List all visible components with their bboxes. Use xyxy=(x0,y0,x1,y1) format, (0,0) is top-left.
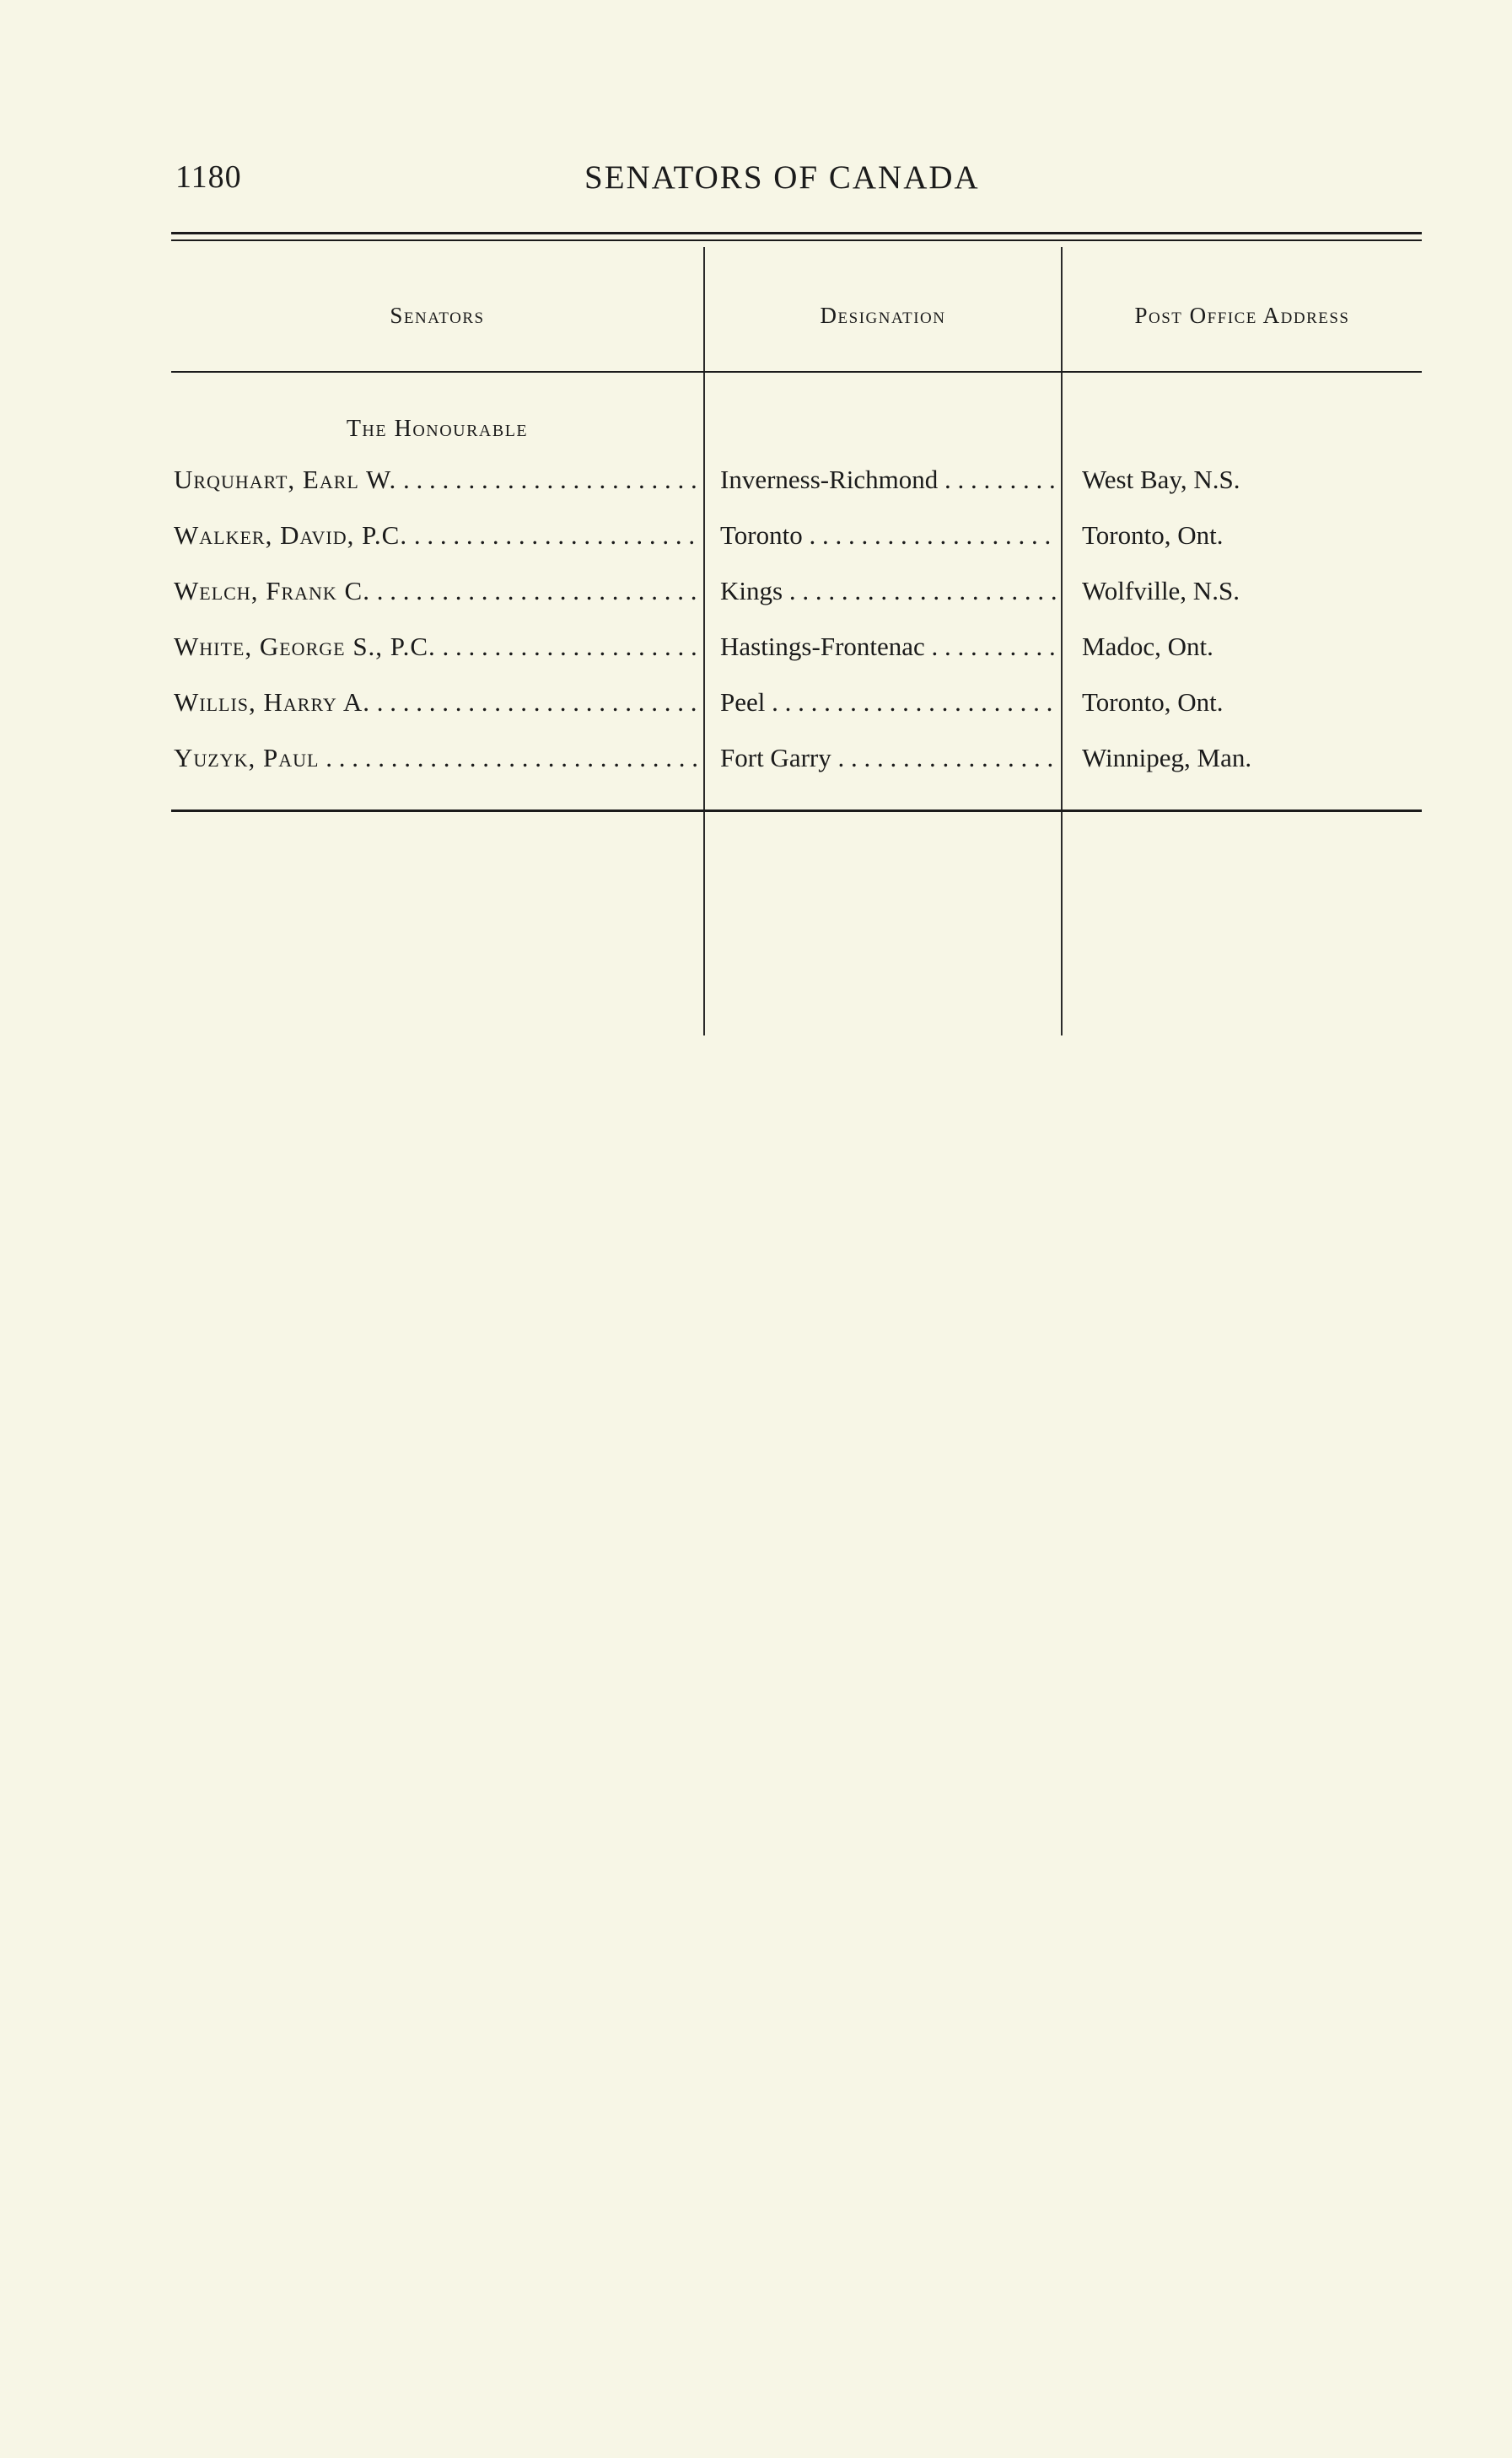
senator-address: Wolfville, N.S. xyxy=(1082,576,1240,605)
senator-designation: Toronto . . . xyxy=(720,520,1056,551)
table-body xyxy=(171,465,1422,799)
section-heading: The Honourable xyxy=(346,416,529,442)
senator-designation: Kings . . . xyxy=(720,576,1056,606)
header-rule xyxy=(171,371,1422,373)
column-header-address: Post Office Address xyxy=(1134,303,1350,328)
senator-address: Toronto, Ont. xyxy=(1082,687,1224,717)
senator-name: Walker, David, P.C. . . . xyxy=(174,520,698,551)
senator-address: Toronto, Ont. xyxy=(1082,520,1224,550)
senator-name: Yuzyk, Paul . . . xyxy=(174,743,698,773)
table-row xyxy=(171,520,1422,576)
table-row xyxy=(171,743,1422,799)
senator-name: White, George S., P.C. . . . xyxy=(174,632,698,662)
senator-address: Winnipeg, Man. xyxy=(1082,743,1252,772)
senator-designation: Hastings-Frontenac . . . xyxy=(720,632,1056,662)
column-header-designation: Designation xyxy=(820,303,946,328)
senator-name: Welch, Frank C. . . . xyxy=(174,576,698,606)
table-row xyxy=(171,465,1422,520)
table-row xyxy=(171,687,1422,743)
senators-table xyxy=(171,232,1422,814)
senator-address: West Bay, N.S. xyxy=(1082,465,1240,494)
senator-name: Willis, Harry A. . . . xyxy=(174,687,698,718)
table-row xyxy=(171,576,1422,632)
senator-name: Urquhart, Earl W. . . . xyxy=(174,465,698,495)
page-header xyxy=(175,159,1422,209)
table-bottom-rule xyxy=(171,809,1422,812)
table-row xyxy=(171,632,1422,687)
running-title: SENATORS OF CANADA xyxy=(584,159,980,196)
senator-designation: Peel . . . xyxy=(720,687,1056,718)
senator-address: Madoc, Ont. xyxy=(1082,632,1213,661)
table-top-double-rule xyxy=(171,232,1422,241)
page-number: 1180 xyxy=(175,159,242,195)
senator-designation: Fort Garry . . . xyxy=(720,743,1056,773)
column-header-senators: Senators xyxy=(390,303,485,328)
senator-designation: Inverness-Richmond . . . xyxy=(720,465,1056,495)
